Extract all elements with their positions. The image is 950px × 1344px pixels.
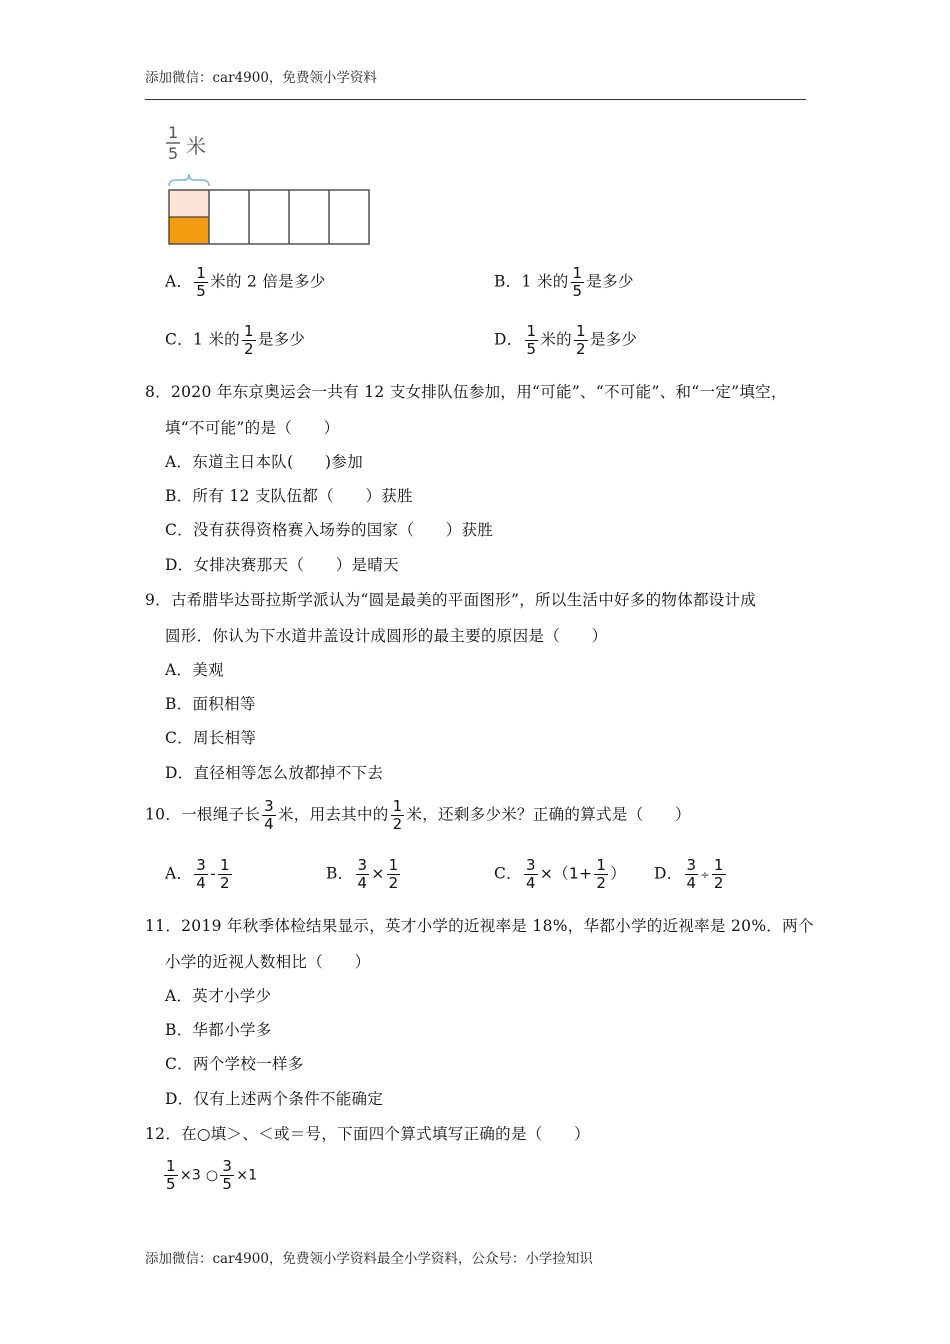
- q10-option-b: B． $\frac{3}{4}$ × $\frac{1}{2}$: [326, 856, 399, 892]
- q9-option-a: A．美观: [165, 661, 224, 679]
- q7-option-b: B．1 米的 $\frac{1}{5}$ 是多少: [494, 264, 634, 300]
- figure-light-part: [169, 190, 209, 217]
- q8-stem-line1: 8．2020 年东京奥运会一共有 12 支女排队伍参加，用“可能”、“不可能”、和“一定”填空，: [145, 383, 787, 401]
- fraction-figure-svg: [164, 122, 374, 252]
- q8-stem-line2: 填“不可能”的是（ ）: [165, 419, 340, 437]
- q12-stem: 12．在○填＞、＜或＝号，下面四个算式填写正确的是（ ）: [145, 1125, 590, 1143]
- figure-shaded-part: [169, 217, 209, 244]
- q12-expression: $\frac{1}{5}$ ×3 ○ $\frac{3}{5}$ ×1: [166, 1157, 258, 1193]
- fraction-figure: [164, 122, 374, 252]
- q9-option-b: B．面积相等: [165, 695, 256, 713]
- page-header: 添加微信：car4900，免费领小学资料: [145, 70, 377, 86]
- q11-option-d: D．仅有上述两个条件不能确定: [165, 1090, 384, 1108]
- q10-option-d: D． $\frac{3}{4}$ ÷ $\frac{1}{2}$: [654, 856, 724, 892]
- header-divider: [145, 99, 806, 100]
- q11-option-b: B．华都小学多: [165, 1021, 272, 1039]
- q8-option-c: C．没有获得资格赛入场券的国家（ ）获胜: [165, 521, 494, 539]
- figure-label-den: 5: [168, 144, 179, 163]
- page-footer: 添加微信：car4900，免费领小学资料最全小学资料，公众号：小学捡知识: [145, 1251, 593, 1267]
- q11-stem-line2: 小学的近视人数相比（ ）: [165, 953, 371, 971]
- q10-option-c: C． $\frac{3}{4}$ ×（1+ $\frac{1}{2}$ ）: [494, 856, 627, 892]
- q8-option-b: B．所有 12 支队伍都（ ）获胜: [165, 487, 413, 505]
- q8-option-d: D．女排决赛那天（ ）是晴天: [165, 556, 399, 574]
- q9-option-d: D．直径相等怎么放都掉不下去: [165, 764, 384, 782]
- q9-option-c: C．周长相等: [165, 729, 257, 747]
- q9-stem-line2: 圆形．你认为下水道井盖设计成圆形的最主要的原因是（ ）: [165, 627, 608, 645]
- figure-label-unit: 米: [186, 134, 206, 158]
- figure-label-num: 1: [168, 123, 179, 142]
- figure-brace: [169, 174, 209, 186]
- q7-option-c: C．1 米的 $\frac{1}{2}$ 是多少: [165, 322, 306, 358]
- q9-stem-line1: 9．古希腊毕达哥拉斯学派认为“圆是最美的平面图形”，所以生活中好多的物体都设计成: [145, 591, 757, 609]
- q11-stem-line1: 11．2019 年秋季体检结果显示，英才小学的近视率是 18%，华都小学的近视率是 20%．两个: [145, 917, 814, 935]
- q10-stem: 10．一根绳子长 $\frac{3}{4}$ 米，用去其中的 $\frac{1}{2}$ 米，还剩多少米？正确的算式是（ ）: [145, 797, 691, 833]
- q10-option-a: A． $\frac{3}{4}$ - $\frac{1}{2}$: [165, 856, 230, 892]
- q7-option-a: A． $\frac{1}{5}$ 米的 2 倍是多少: [165, 264, 326, 300]
- q11-option-c: C．两个学校一样多: [165, 1055, 304, 1073]
- q8-option-a: A．东道主日本队( )参加: [165, 453, 363, 471]
- q11-option-a: A．英才小学少: [165, 987, 272, 1005]
- q7-option-d: D． $\frac{1}{5}$ 米的 $\frac{1}{2}$ 是多少: [494, 322, 638, 358]
